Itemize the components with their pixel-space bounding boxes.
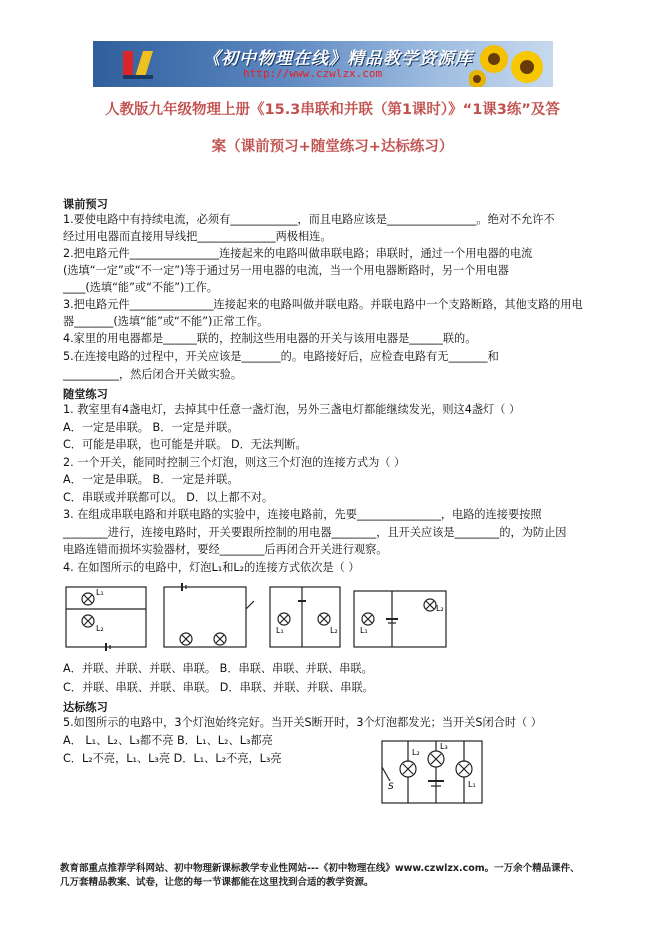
text-line: C．串联或并联都可以。 D．以上都不对。 (63, 491, 274, 504)
section-class-practice: 随堂练习 (63, 388, 108, 401)
text-line: A．一定是串联。 B．一定是并联。 (63, 473, 239, 486)
text-line: __________，然后闭合开关做实验。 (63, 368, 243, 381)
text-line: 5.如图所示的电路中，3个灯泡始终完好。当开关S断开时，3个灯泡都发光；当开关S闭合时（ ） (63, 716, 542, 729)
text-line: C．可能是串联，也可能是并联。 D．无法判断。 (63, 438, 307, 451)
page-footer (60, 862, 580, 890)
doc-title-line2: 案（课前预习+随堂练习+达标练习） (211, 139, 454, 155)
footer-line: 几万套精品教案、试卷，让您的每一节课都能在这里找到合适的教学资源。 (60, 877, 374, 888)
text-line: (选填“一定”或“不一定”)等于通过另一用电器的电流，当一个用电器断路时，另一个用电器 (63, 264, 509, 277)
text-line: ________进行，连接电路时，开关要跟所控制的用电器________，且开关应该是________的，为防止因 (63, 526, 567, 539)
text-line: 4. 在如图所示的电路中，灯泡L₁和L₂的连接方式依次是（ ） (63, 561, 360, 574)
fig-label-l1: L₁ (468, 780, 476, 789)
text-line: 2.把电路元件________________连接起来的电路叫做串联电路；串联时，通过一个用电器的电流 (63, 247, 533, 260)
text-line: A．一定是串联。 B．一定是并联。 (63, 421, 239, 434)
banner-url[interactable]: http://www.czwlzx.com (243, 67, 383, 80)
text-line: 3.把电路元件_______________连接起来的电路叫做并联电路。并联电路中一个支路断路，其他支路的用电 (63, 298, 583, 311)
text-line: 4.家里的用电器都是______联的，控制这些用电器的开关与该用电器是______联的。 (63, 332, 477, 345)
text-line: 5.在连接电路的过程中，开关应该是_______的。电路接好后，应检查电路有无_______和 (63, 350, 499, 363)
text-line: ____(选填“能”或“不能”)工作。 (63, 281, 218, 294)
section-target-practice: 达标练习 (63, 701, 108, 714)
text-line: 经过用电器而直接用导线把______________两极相连。 (63, 230, 332, 243)
site-logo-icon (121, 47, 155, 81)
text-line: A．并联、并联、并联、串联。 B．串联、串联、并联、串联。 (63, 662, 373, 675)
fig-label-l1: L₁ (96, 588, 104, 597)
fig-label-l2: L₂ (330, 626, 338, 635)
text-line: 器_______(选填“能”或“不能”)正常工作。 (63, 315, 269, 328)
text-line: C．并联、串联、并联、串联。 D．串联、并联、并联、串联。 (63, 681, 374, 694)
fig-label-l1: L₁ (360, 626, 368, 635)
text-line: 2. 一个开关，能同时控制三个灯泡，则这三个灯泡的连接方式为（ ） (63, 456, 406, 469)
text-line: C．L₂不亮，L₁、L₃亮 D．L₁、L₂不亮，L₃亮 (63, 752, 282, 765)
fig-label-l1: L₁ (276, 626, 284, 635)
text-line: 电路连错而损坏实验器材，要经________后再闭合开关进行观察。 (63, 543, 388, 556)
section-preview: 课前预习 (63, 198, 108, 211)
circuit-figures-q4 (62, 581, 452, 655)
text-line: A． L₁、L₂、L₃都不亮 B．L₁、L₂、L₃都亮 (63, 734, 273, 747)
doc-title-line1: 人教版九年级物理上册《15.3串联和并联（第1课时）》“1课3练”及答 (105, 102, 560, 118)
text-line: 1. 教室里有4盏电灯，去掉其中任意一盏灯泡，另外三盏电灯都能继续发光，则这4盏灯（ ） (63, 403, 521, 416)
footer-line: 教育部重点推荐学科网站、初中物理新课标教学专业性网站---《初中物理在线》www.czwlzx.com。一万余个精品课件、 (60, 863, 580, 874)
fig-label-l2: L₂ (436, 604, 444, 613)
fig-label-l2: L₂ (412, 748, 420, 757)
banner-title: 《初中物理在线》精品教学资源库 (203, 49, 473, 69)
text-line: 1.要使电路中有持续电流，必须有____________，而且电路应该是________________。绝对不允许不 (63, 213, 555, 226)
header-banner (93, 41, 553, 87)
fig-label-l3: L₃ (440, 742, 448, 751)
text-line: 3. 在组成串联电路和并联电路的实验中，连接电路前，先要_______________，电路的连接要按照 (63, 508, 542, 521)
fig-label-s: S (388, 782, 394, 792)
sunflower-icon (469, 41, 549, 87)
fig-label-l2: L₂ (96, 624, 104, 633)
circuit-figure-q5 (378, 737, 490, 807)
